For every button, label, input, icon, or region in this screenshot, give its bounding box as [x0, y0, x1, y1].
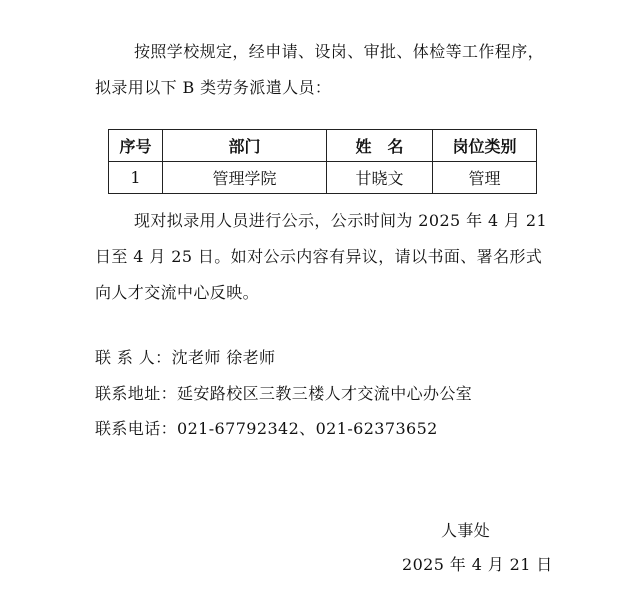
header-position-type: 岗位类别: [433, 130, 537, 162]
intro-line-2: 拟录用以下 B 类劳务派遣人员：: [95, 78, 332, 97]
cell-position-type: 管理: [433, 162, 537, 194]
cell-name: 甘晓文: [327, 162, 433, 194]
cell-serial-number: 1: [109, 162, 163, 194]
cell-department: 管理学院: [163, 162, 327, 194]
notice-line-1: 现对拟录用人员进行公示，公示时间为 2025 年 4 月 21: [134, 211, 548, 230]
hire-roster-table: [108, 129, 537, 194]
contact-phone: 联系电话：021-67792342、021-62373652: [95, 419, 438, 438]
signature-department: 人事处: [441, 521, 491, 540]
header-name: 姓 名: [327, 130, 433, 162]
signature-date: 2025 年 4 月 21 日: [402, 555, 553, 574]
notice-line-2: 日至 4 月 25 日。如对公示内容有异议，请以书面、署名形式: [95, 247, 543, 266]
notice-line-3: 向人才交流中心反映。: [95, 283, 260, 302]
intro-line-1: 按照学校规定，经申请、设岗、审批、体检等工作程序，: [134, 42, 545, 61]
contact-person: 联 系 人：沈老师 徐老师: [95, 348, 276, 367]
table-row: [109, 162, 537, 194]
header-department: 部门: [163, 130, 327, 162]
table-header-row: [109, 130, 537, 162]
header-serial-number: 序号: [109, 130, 163, 162]
contact-address: 联系地址：延安路校区三教三楼人才交流中心办公室: [95, 384, 473, 403]
